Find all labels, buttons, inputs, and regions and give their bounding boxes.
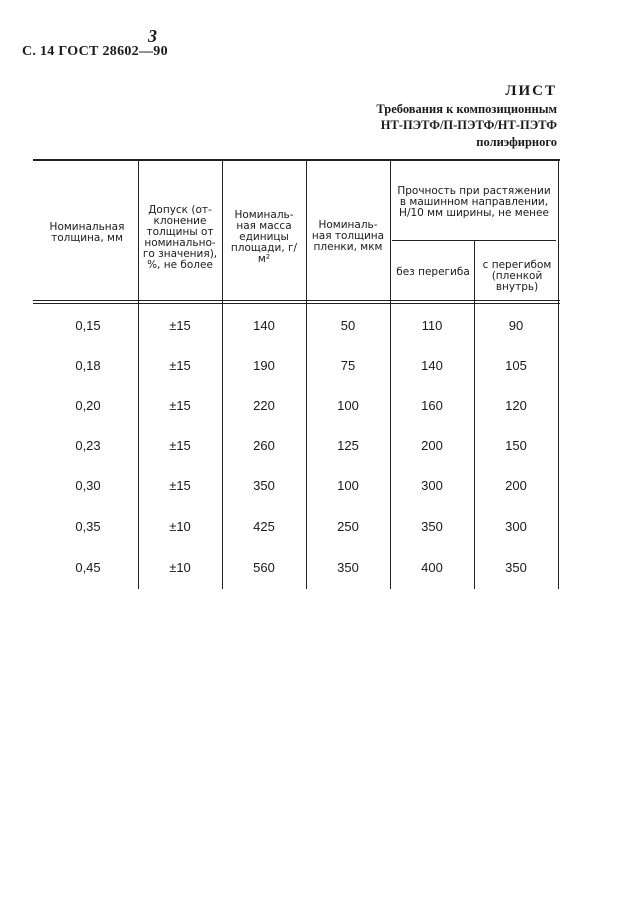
table-cell: 100: [337, 478, 359, 493]
header-strength-group: Прочность при растяжении в машинном направлении, Н/10 мм ширины, не менее: [397, 185, 551, 219]
col-divider-5: [474, 241, 475, 589]
table-header-bottom-rule-2: [33, 303, 560, 304]
table-cell: 220: [253, 398, 275, 413]
table-top-rule: [33, 159, 560, 161]
table-cell: 350: [337, 560, 359, 575]
table-cell: 200: [505, 478, 527, 493]
table-cell: 0,23: [75, 438, 101, 453]
doc-subtitle-1: Требования к композиционным: [376, 102, 557, 116]
table-cell: 400: [421, 560, 443, 575]
doc-title: ЛИСТ: [505, 83, 557, 99]
table-cell: ±15: [169, 318, 191, 333]
col-divider-6: [558, 161, 559, 589]
table-cell: 110: [421, 318, 443, 333]
page-header: С. 14 ГОСТ 28602—90: [22, 44, 168, 59]
table-cell: ±15: [169, 398, 191, 413]
table-cell: ±10: [169, 560, 191, 575]
handwritten-mark: 3: [148, 26, 157, 46]
col-divider-4: [390, 161, 391, 589]
table-cell: 75: [340, 358, 356, 373]
table-cell: 350: [253, 478, 275, 493]
table-cell: 0,30: [75, 478, 101, 493]
table-cell: 140: [253, 318, 275, 333]
header-film-thickness: Номиналь- ная толщина пленки, мкм: [311, 219, 385, 253]
table-cell: 300: [505, 519, 527, 534]
table-cell: 350: [421, 519, 443, 534]
table-cell: 200: [421, 438, 443, 453]
table-cell: 90: [508, 318, 524, 333]
table-cell: 350: [505, 560, 527, 575]
header-with-fold: с перегибом (пленкой внутрь): [482, 259, 552, 293]
table-cell: 125: [337, 438, 359, 453]
header-no-fold: без перегиба: [396, 266, 470, 278]
doc-subtitle-3: полиэфирного: [476, 135, 557, 149]
table-cell: 50: [340, 318, 356, 333]
table-cell: 100: [337, 398, 359, 413]
col-divider-1: [138, 161, 139, 589]
table-cell: 300: [421, 478, 443, 493]
table-cell: 190: [253, 358, 275, 373]
table-cell: 260: [253, 438, 275, 453]
col-divider-3: [306, 161, 307, 589]
table-cell: 120: [505, 398, 527, 413]
col-divider-2: [222, 161, 223, 589]
table-cell: 0,15: [75, 318, 101, 333]
table-cell: 140: [421, 358, 443, 373]
doc-subtitle-2: НТ-ПЭТФ/П-ПЭТФ/НТ-ПЭТФ: [380, 118, 557, 132]
header-tolerance: Допуск (от- клонение толщины от номинально- го значения), %, не более: [142, 204, 218, 271]
table-cell: ±15: [169, 438, 191, 453]
table-cell: 560: [253, 560, 275, 575]
table-cell: 0,45: [75, 560, 101, 575]
table-cell: ±15: [169, 358, 191, 373]
table-header-bottom-rule: [33, 300, 560, 301]
header-mass: Номиналь- ная масса единицы площади, г/м²: [230, 209, 298, 265]
table-cell: 0,18: [75, 358, 101, 373]
header-nominal-thickness: Номинальная толщина, мм: [49, 221, 125, 244]
table-cell: 0,35: [75, 519, 101, 534]
table-cell: 105: [505, 358, 527, 373]
table-cell: ±15: [169, 478, 191, 493]
table-cell: 160: [421, 398, 443, 413]
table-cell: 150: [505, 438, 527, 453]
table-cell: 0,20: [75, 398, 101, 413]
table-cell: 425: [253, 519, 275, 534]
table-cell: 250: [337, 519, 359, 534]
table-cell: ±10: [169, 519, 191, 534]
